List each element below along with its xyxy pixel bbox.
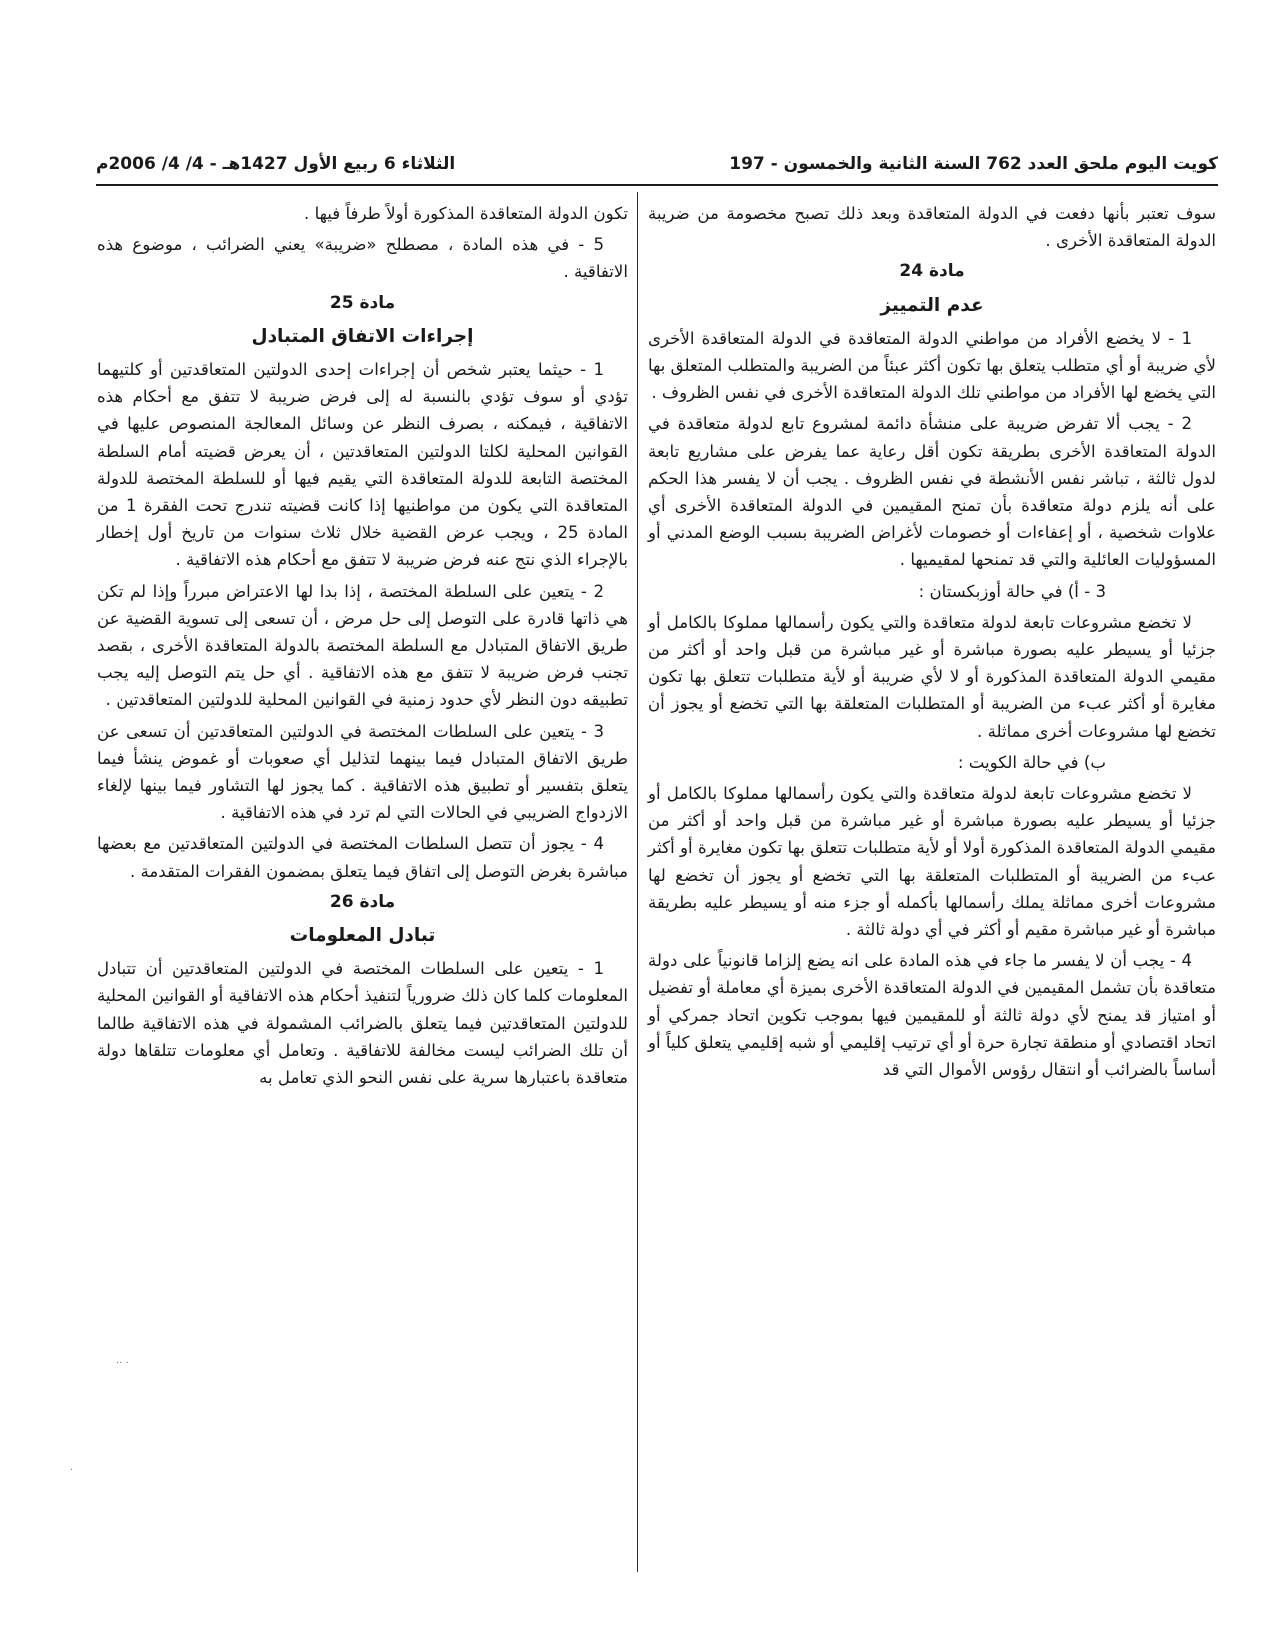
article-25-paragraph-2: 2 - يتعين على السلطة المختصة ، إذا بدا لها الاعتراض مبرراً وإذا لم تكن هي ذاتها قادرة على التوصل إلى حل مرض ، أن تسعى إلى تسوية القضية عن طريق الاتفاق المتبادل مع السلطة المختصة بالدولة المتعاقدة الأخرى ، بقصد تجنب فرض ضريبة لا تتفق مع هذه الاتفاقية . أي حل يتم التوصل إليه يجب تطبيقه دون النظر لأي حدود زمنية في القوانين المحلية للدولتين المتعاقدتين . (97, 581, 628, 710)
article-24-paragraph-4: 4 - يجب أن لا يفسر ما جاء في هذه المادة على انه يضع إلزاما قانونياً على دولة متعاقدة بأن تشمل المقيمين في الدولة المتعاقدة الأخرى بميزة أي معاملة أو تفضيل أو امتياز قد يمنح لأي دولة ثالثة أو للمقيمين فيها بموجب تكوين اتحاد جمركي أو اتحاد اقتصادي أو منطقة تجارة حرة أو أي ترتيب إقليمي أو شبه إقليمي يتعلق كلياً أو أساساً بالضرائب أو انتقال رؤوس الأموال التي قد (648, 951, 1216, 1080)
article-26-title: تبادل المعلومات (289, 925, 436, 947)
scan-speck: · (70, 1465, 74, 1476)
article-25-paragraph-3: 3 - يتعين على السلطات المختصة في الدولتين المتعاقدتين أن تسعى عن طريق الاتفاق المتبادل فيما بينهما لتذليل أي صعوبات أو غموض ينشأ فيما يتعلق بتفسير أو تطبيق هذه الاتفاقية . كما يجوز لها التشاور فيما بينها لإلغاء الازدواج الضريبي في الحالات التي لم ترد في هذه الاتفاقية . (97, 721, 628, 823)
article-26-paragraph-1: 1 - يتعين على السلطات المختصة في الدولتين المتعاقدتين أن تتبادل المعلومات كلما كان ذلك ضرورياً لتنفيذ أحكام هذه الاتفاقية أو القوانين المحلية للدولتين المتعاقدتين فيما يتعلق بالضرائب المشمولة في هذه الاتفاقية طالما أن تلك الضرائب ليست مخالفة للاتفاقية . وتعامل أي معلومات تتلقاها دولة متعاقدة باعتبارها سرية على نفس النحو الذي تعامل به (97, 959, 628, 1088)
article-25-title: إجراءات الاتفاق المتبادل (251, 325, 474, 347)
header-rule (96, 184, 1218, 186)
article-24-paragraph-1: 1 - لا يخضع الأفراد من مواطني الدولة المتعاقدة في الدولة المتعاقدة الأخرى لأي ضريبة أو أي متطلب يتعلق بها تكون أكثر عبئاً من الضريبة والمتطلب المتعلق بها التي يخضع لها الأفراد من مواطني تلك الدولة المتعاقدة الأخرى في نفس الظروف . (648, 328, 1216, 403)
article-24-paragraph-3a-heading: 3 - أ) في حالة أوزبكستان : (918, 581, 1106, 601)
header-date: الثلاثاء 6 ربيع الأول 1427هـ - 4/ 4/ 2006م (96, 154, 456, 174)
right-column (648, 200, 1216, 1087)
article-24-continuation: تكون الدولة المتعاقدة المذكورة أولاً طرفاً فيها . (304, 204, 628, 223)
article-24-paragraph-3a: لا تخضع مشروعات تابعة لدولة متعاقدة والتي يكون رأسمالها مملوكا بالكامل أو جزئيا أو يسيطر عليه بصورة مباشرة أو غير مباشرة من قبل واحد أو أكثر من مقيمي الدولة المتعاقدة المذكورة أو لا لأي ضريبة أو لأية متطلبات تتعلق بها تكون مغايرة أو أكثر عبء من الضريبة أو المتطلبات المتعلقة بها التي تخضع أو يجوز أن تخضع لها مشروعات أخرى مماثلة . (648, 612, 1216, 741)
left-column (97, 200, 628, 1095)
article-24-title: عدم التمييز (880, 294, 984, 316)
article-25-paragraph-4: 4 - يجوز أن تتصل السلطات المختصة في الدولتين المتعاقدتين مع بعضها مباشرة بغرض التوصل إلى اتفاق فيما يتعلق بمضمون الفقرات المتقدمة . (97, 834, 628, 881)
article-23-continuation: سوف تعتبر بأنها دفعت في الدولة المتعاقدة وبعد ذلك تصبح مخصومة من ضريبة الدولة المتعاقدة الأخرى . (648, 204, 1216, 251)
article-24-paragraph-3b-heading: ب) في حالة الكويت : (957, 752, 1106, 772)
article-24-paragraph-5: 5 - في هذه المادة ، مصطلح «ضريبة» يعني الضرائب ، موضوع هذه الاتفاقية . (97, 235, 628, 282)
article-26-number: مادة 26 (329, 891, 396, 912)
article-25-number: مادة 25 (329, 292, 396, 313)
article-25-paragraph-1: 1 - حيثما يعتبر شخص أن إجراءات إحدى الدولتين المتعاقدتين أو كلتيهما تؤدي أو سوف تؤدي بالنسبة له إلى فرض ضريبة لا تتفق مع أحكام هذه الاتفاقية ، فيمكنه ، بصرف النظر عن وسائل المعالجة المنصوص عليها في القوانين المحلية لكلتا الدولتين المتعاقدتين ، أن يعرض قضيته أمام السلطة المختصة التابعة للدولة المتعاقدة التي يقيم فيها أو للسلطة المختصة للدولة المتعاقدة التي يكون من مواطنيها إذا كانت قضيته تندرج تحت الفقرة 1 من المادة 25 ، ويجب عرض القضية خلال ثلاث سنوات من تاريخ أول إخطار بالإجراء الذي نتج عنه فرض ضريبة لا تتفق مع أحكام هذه الاتفاقية . (97, 360, 628, 570)
page-header (96, 152, 1218, 182)
header-gazette-info: كويت اليوم ملحق العدد 762 السنة الثانية والخمسون - 197 (729, 154, 1218, 174)
article-24-paragraph-2: 2 - يجب ألا تفرض ضريبة على منشأة دائمة لمشروع تابع لدولة متعاقدة في الدولة المتعاقدة الأخرى بطريقة تكون أقل رعاية عما يفرض على مشاريع تابعة لدول ثالثة ، تباشر نفس الأنشطة في نفس الظروف . يجب أن لا يفسر هذا الحكم على أنه يلزم دولة متعاقدة بأن تمنح المقيمين في الدولة المتعاقدة الأخرى أي علاوات شخصية ، أو إعفاءات أو خصومات لأغراض الضريبة بسبب الوضع المدني أو المسؤوليات العائلية والتي قد تمنحها لمقيميها . (648, 414, 1216, 570)
column-divider (637, 192, 638, 1572)
article-24-number: مادة 24 (899, 261, 965, 282)
article-24-paragraph-3b: لا تخضع مشروعات تابعة لدولة متعاقدة والتي يكون رأسمالها مملوكا بالكامل أو جزئيا أو يسيطر عليه بصورة مباشرة أو غير مباشرة من قبل واحد أو أكثر من مقيمي الدولة المتعاقدة المذكورة أولا أو لأية متطلبات تتعلق بها تكون مغايرة أو أكثر عبء من الضريبة أو المتطلبات المتعلقة بها التي تخضع أو يجوز أن تخضع لها مشروعات أخرى مماثلة يملك رأسمالها بأكمله أو جزء منه أو يسيطر عليه بطريقة مباشرة أو غير مباشرة مقيم أو أكثر في أي دولة ثالثة . (648, 784, 1216, 940)
scan-speck: ·· · (116, 1358, 129, 1369)
